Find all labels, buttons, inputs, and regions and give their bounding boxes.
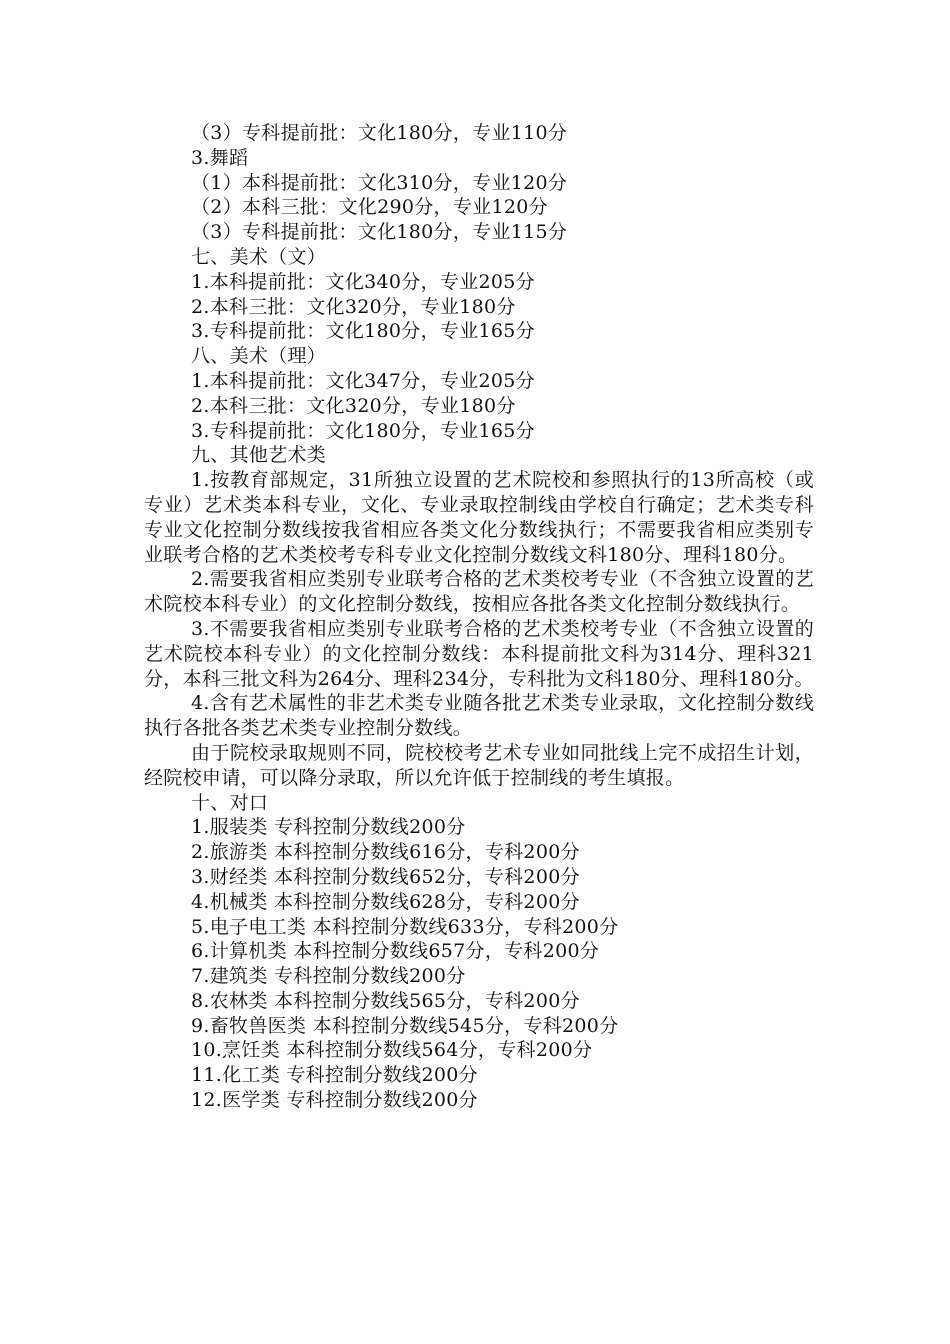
score-line-agriculture: 8.农林类 本科控制分数线565分，专科200分 <box>191 989 580 1012</box>
score-line-art-science-1: 1.本科提前批：文化347分，专业205分 <box>191 369 535 392</box>
score-line-architecture: 7.建筑类 专科控制分数线200分 <box>191 965 466 988</box>
section-heading-vocational: 十、对口 <box>191 791 269 814</box>
score-line-art-liberal-3: 3.专科提前批：文化180分，专业165分 <box>191 320 535 343</box>
paragraph-note: 由于院校录取规则不同，院校校考艺术专业如同批线上完不成招生计划，经院校申请，可以降分录取，所以允许低于控制线的考生填报。 <box>144 741 814 789</box>
score-line-veterinary: 9.畜牧兽医类 本科控制分数线545分，专科200分 <box>191 1014 619 1037</box>
section-heading-other-art: 九、其他艺术类 <box>191 444 327 467</box>
score-line-dance-1: （1）本科提前批：文化310分，专业120分 <box>191 171 568 194</box>
score-line-art-science-3: 3.专科提前批：文化180分，专业165分 <box>191 419 535 442</box>
score-line-medical: 12.医学类 专科控制分数线200分 <box>191 1089 478 1112</box>
section-heading-art-science: 八、美术（理） <box>191 345 327 368</box>
score-line-cooking: 10.烹饪类 本科控制分数线564分，专科200分 <box>191 1039 593 1062</box>
score-line-dance-3: （3）专科提前批：文化180分，专业115分 <box>191 221 568 244</box>
score-line-art-liberal-2: 2.本科三批：文化320分，专业180分 <box>191 295 516 318</box>
score-line-computer: 6.计算机类 本科控制分数线657分，专科200分 <box>191 940 600 963</box>
section-heading-art-liberal: 七、美术（文） <box>191 245 327 268</box>
paragraph-rule-3: 3.不需要我省相应类别专业联考合格的艺术类校考专业（不含独立设置的艺术院校本科专业）的文化控制分数线：本科提前批文科为314分、理科321分，本科三批文科为264分、理科234分，专科批为文科180分、理科180分。 <box>144 617 814 690</box>
score-line-art-liberal-1: 1.本科提前批：文化340分，专业205分 <box>191 270 535 293</box>
score-line-finance: 3.财经类 本科控制分数线652分，专科200分 <box>191 865 580 888</box>
document-body <box>144 121 814 1113</box>
score-line-dance-2: （2）本科三批：文化290分，专业120分 <box>191 196 548 219</box>
paragraph-rule-4: 4.含有艺术属性的非艺术类专业随各批艺术类专业录取，文化控制分数线执行各批各类艺术类专业控制分数线。 <box>144 692 814 740</box>
score-line-chemical: 11.化工类 专科控制分数线200分 <box>191 1064 478 1087</box>
score-line-electronics: 5.电子电工类 本科控制分数线633分，专科200分 <box>191 915 619 938</box>
score-line-tourism: 2.旅游类 本科控制分数线616分，专科200分 <box>191 841 580 864</box>
paragraph-rule-1: 1.按教育部规定，31所独立设置的艺术院校和参照执行的13所高校（或专业）艺术类本科专业，文化、专业录取控制线由学校自行确定；艺术类专科专业文化控制分数线按我省相应各类文化分数线执行；不需要我省相应类别专业联考合格的艺术类校考专科专业文化控制分数线文科180分、理科180分。 <box>144 469 814 566</box>
score-line-dance-prev-3: （3）专科提前批：文化180分，专业110分 <box>191 122 568 144</box>
score-line-machinery: 4.机械类 本科控制分数线628分，专科200分 <box>191 890 580 913</box>
section-heading-dance: 3.舞蹈 <box>191 146 249 169</box>
score-line-art-science-2: 2.本科三批：文化320分，专业180分 <box>191 394 516 417</box>
paragraph-rule-2: 2.需要我省相应类别专业联考合格的艺术类校考专业（不含独立设置的艺术院校本科专业）的文化控制分数线，按相应各批各类文化控制分数线执行。 <box>144 568 814 616</box>
score-line-clothing: 1.服装类 专科控制分数线200分 <box>191 816 466 839</box>
